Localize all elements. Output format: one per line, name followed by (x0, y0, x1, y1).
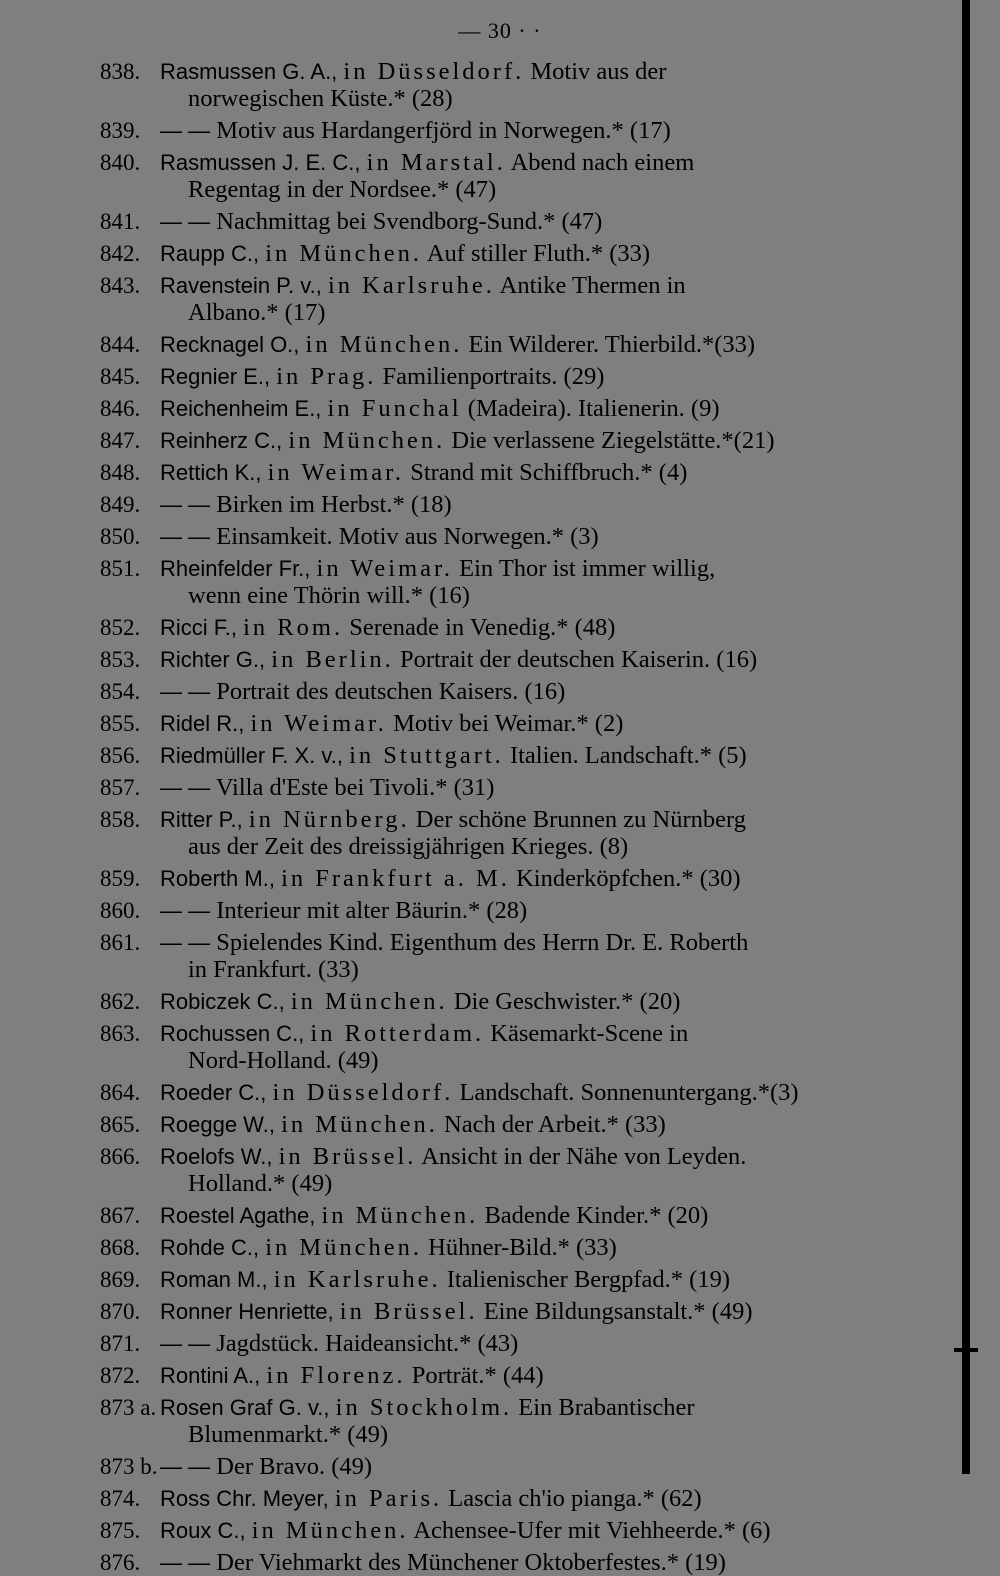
page-edge-tick (954, 1348, 978, 1352)
entry-title: Interieur mit alter Bäurin.* (28) (216, 897, 528, 924)
entry-title: Der Viehmarkt des Münchener Oktoberfestes.* (19) (216, 1549, 726, 1576)
entry-place: in Düsseldorf. (343, 58, 525, 85)
entry-number: 859. (100, 866, 141, 891)
entry-number: 873 b. (100, 1454, 158, 1479)
entry-place: in Karlsruhe. (327, 272, 495, 299)
entry-number: 875. (100, 1518, 141, 1543)
entry-text (160, 1020, 900, 1074)
entry-number: 862. (100, 989, 141, 1014)
entry-title: Ein Wilderer. Thierbild.*(33) (468, 331, 756, 358)
entry-text (160, 678, 900, 705)
entry-title: Jagdstück. Haideansicht.* (43) (216, 1330, 519, 1357)
entry-title: Motiv aus der (530, 58, 667, 85)
entry-number: 854. (100, 679, 141, 704)
entry-place: in Stockholm. (335, 1394, 513, 1421)
entry-artist: Rosen Graf G. v., (160, 1395, 330, 1420)
entry-artist: — — (160, 1550, 211, 1575)
entry-number: 848. (100, 460, 141, 485)
entry-number: 865. (100, 1112, 141, 1137)
entry-number: 839. (100, 118, 141, 143)
entry-title: Strand mit Schiffbruch.* (4) (410, 459, 688, 486)
entry-text (160, 1394, 900, 1448)
entry-text (160, 363, 900, 390)
entry-place: in Weimar. (316, 555, 453, 582)
entry-title: Portrait der deutschen Kaiserin. (16) (399, 646, 758, 673)
entry-artist: Rohde C., (160, 1235, 260, 1260)
entry-text (160, 1234, 900, 1261)
entry-artist: — — (160, 524, 211, 549)
entry-title: Nachmittag bei Svendborg-Sund.* (47) (216, 208, 603, 235)
entry-number: 863. (100, 1021, 141, 1046)
entry-artist: Regnier E., (160, 364, 271, 389)
entry-text (160, 1111, 900, 1138)
entry-title: Portrait des deutschen Kaisers. (16) (216, 678, 566, 705)
entry-place: in Marstal. (366, 149, 506, 176)
entry-text (160, 1266, 900, 1293)
entry-continuation: Regentag in der Nordsee.* (47) (188, 176, 497, 203)
entry-title: Familienportraits. (29) (382, 363, 605, 390)
entry-artist: Ritter P., (160, 807, 243, 832)
entry-title: Käsemarkt-Scene in (490, 1020, 689, 1047)
entry-place: in München. (265, 240, 423, 267)
entry-title: Die Geschwister.* (20) (453, 988, 681, 1015)
entry-artist: — — (160, 930, 211, 955)
entry-title: Ein Brabantischer (518, 1394, 695, 1421)
entry-number: 849. (100, 492, 141, 517)
entry-number: 846. (100, 396, 141, 421)
page-number: — 30 · · (458, 18, 542, 43)
entry-number: 861. (100, 930, 141, 955)
entry-text (160, 149, 900, 203)
page-edge-line (962, 0, 970, 1474)
entry-place: in Prag. (276, 363, 377, 390)
entry-number: 841. (100, 209, 141, 234)
entry-title: Eine Bildungsanstalt.* (49) (483, 1298, 753, 1325)
entry-text (160, 1549, 900, 1576)
entry-number: 855. (100, 711, 141, 736)
entry-title: Einsamkeit. Motiv aus Norwegen.* (3) (216, 523, 599, 550)
entry-text (160, 395, 900, 422)
entry-title: Nach der Arbeit.* (33) (444, 1111, 666, 1138)
entry-place: in Weimar. (250, 710, 387, 737)
entry-place: in Brüssel. (339, 1298, 478, 1325)
entry-number: 847. (100, 428, 141, 453)
entry-title: Landschaft. Sonnenuntergang.*(3) (459, 1079, 799, 1106)
entry-title: Hühner-Bild.* (33) (428, 1234, 617, 1261)
entry-artist: Reinherz C., (160, 428, 283, 453)
entry-place: in München. (288, 427, 446, 454)
entry-number: 874. (100, 1486, 141, 1511)
entry-title: Auf stiller Fluth.* (33) (426, 240, 651, 267)
entry-number: 853. (100, 647, 141, 672)
entry-place: in München. (265, 1234, 423, 1261)
entry-text (160, 459, 900, 486)
entry-place: in Stuttgart. (349, 742, 504, 769)
entry-number: 858. (100, 807, 141, 832)
entry-title: Italien. Landschaft.* (5) (509, 742, 747, 769)
entry-title: Lascia ch'io pianga.* (62) (448, 1485, 702, 1512)
entry-artist: — — (160, 1454, 211, 1479)
entry-text (160, 523, 900, 550)
entry-artist: — — (160, 898, 211, 923)
entry-place: in Rom. (243, 614, 344, 641)
entry-text (160, 1362, 900, 1389)
entry-title: Der schöne Brunnen zu Nürnberg (415, 806, 746, 833)
entry-artist: Raupp C., (160, 241, 260, 266)
entry-text (160, 806, 900, 860)
entry-number: 869. (100, 1267, 141, 1292)
entry-title: Badende Kinder.* (20) (484, 1202, 709, 1229)
entry-place: in Florenz. (266, 1362, 406, 1389)
entry-artist: Roeder C., (160, 1080, 267, 1105)
entry-artist: Rasmussen G. A., (160, 59, 338, 84)
entry-artist: Rheinfelder Fr., (160, 556, 311, 581)
entry-text (160, 1298, 900, 1325)
entry-text (160, 646, 900, 673)
entry-artist: — — (160, 1331, 211, 1356)
entry-number: 857. (100, 775, 141, 800)
entry-place: in Berlin. (271, 646, 394, 673)
entry-number: 866. (100, 1144, 141, 1169)
entry-text (160, 1202, 900, 1229)
entry-text (160, 272, 900, 326)
entry-artist: — — (160, 775, 211, 800)
entry-title: Spielendes Kind. Eigenthum des Herrn Dr. E. Roberth (216, 929, 749, 956)
entry-continuation: wenn eine Thörin will.* (16) (188, 582, 470, 609)
entry-text (160, 1517, 900, 1544)
entry-title: Achensee-Ufer mit Viehheerde.* (6) (413, 1517, 771, 1544)
entry-number: 870. (100, 1299, 141, 1324)
entry-place: in Rotterdam. (310, 1020, 485, 1047)
entry-text (160, 117, 900, 144)
entry-title: Birken im Herbst.* (18) (216, 491, 452, 518)
entry-artist: Roberth M., (160, 866, 275, 891)
entry-artist: Ridel R., (160, 711, 245, 736)
entry-text (160, 1143, 900, 1197)
entry-number: 840. (100, 150, 141, 175)
entry-text (160, 614, 900, 641)
entry-artist: Riedmüller F. X. v., (160, 743, 343, 768)
entry-continuation: norwegischen Küste.* (28) (188, 85, 453, 112)
entry-title: Antike Thermen in (499, 272, 686, 299)
entry-continuation: Albano.* (17) (188, 299, 326, 326)
entry-number: 873 a. (100, 1395, 157, 1420)
entry-text (160, 929, 900, 983)
entry-title: Kinderköpfchen.* (30) (516, 865, 741, 892)
entry-title: Motiv aus Hardangerfjörd in Norwegen.* (17) (216, 117, 671, 144)
entry-place: in Weimar. (267, 459, 405, 486)
entry-number: 852. (100, 615, 141, 640)
entry-artist: Rontini A., (160, 1363, 261, 1388)
entry-artist: Reichenheim E., (160, 396, 322, 421)
entry-text (160, 491, 900, 518)
entry-artist: — — (160, 492, 211, 517)
entry-number: 876. (100, 1550, 141, 1575)
entry-text (160, 1453, 900, 1480)
entry-number: 851. (100, 556, 141, 581)
entry-text (160, 1330, 900, 1357)
entry-number: 838. (100, 59, 141, 84)
entry-title: Die verlassene Ziegelstätte.*(21) (451, 427, 775, 454)
entry-text (160, 742, 900, 769)
entry-artist: Rasmussen J. E. C., (160, 150, 361, 175)
entry-place: in München. (251, 1517, 409, 1544)
entry-continuation: Nord-Holland. (49) (188, 1047, 379, 1074)
entry-number: 844. (100, 332, 141, 357)
entry-continuation: aus der Zeit des dreissigjährigen Krieges. (8) (188, 833, 629, 860)
entry-text (160, 58, 900, 112)
entry-artist: Ross Chr. Meyer, (160, 1486, 329, 1511)
entry-continuation: in Frankfurt. (33) (188, 956, 359, 983)
entry-title: (Madeira). Italienerin. (9) (467, 395, 720, 422)
entry-number: 860. (100, 898, 141, 923)
entry-number: 864. (100, 1080, 141, 1105)
entry-text (160, 897, 900, 924)
entry-number: 856. (100, 743, 141, 768)
entry-number: 871. (100, 1331, 141, 1356)
entry-artist: Recknagel O., (160, 332, 300, 357)
entry-number: 842. (100, 241, 141, 266)
entry-number: 845. (100, 364, 141, 389)
entry-number: 872. (100, 1363, 141, 1388)
entry-place: in München. (305, 331, 463, 358)
entry-place: in Nürnberg. (248, 806, 410, 833)
entry-place: in Funchal (327, 395, 462, 422)
entry-place: in Brüssel. (278, 1143, 417, 1170)
entry-text (160, 710, 900, 737)
entry-title: Abend nach einem (510, 149, 695, 176)
entry-text (160, 988, 900, 1015)
entry-number: 843. (100, 273, 141, 298)
entry-text (160, 240, 900, 267)
entry-number: 868. (100, 1235, 141, 1260)
entry-number: 850. (100, 524, 141, 549)
entry-place: in Frankfurt a. M. (281, 865, 510, 892)
entry-text (160, 208, 900, 235)
entry-artist: Robiczek C., (160, 989, 285, 1014)
entry-title: Der Bravo. (49) (216, 1453, 373, 1480)
entry-text (160, 555, 900, 609)
entry-artist: Ricci F., (160, 615, 237, 640)
entry-place: in München. (281, 1111, 438, 1138)
entry-place: in Düsseldorf. (272, 1079, 454, 1106)
entry-artist: — — (160, 118, 211, 143)
entry-artist: Roelofs W., (160, 1144, 273, 1169)
entry-text (160, 1079, 900, 1106)
entry-text (160, 331, 900, 358)
entry-title: Motiv bei Weimar.* (2) (393, 710, 624, 737)
entry-title: Italienischer Bergpfad.* (19) (446, 1266, 730, 1293)
entry-continuation: Blumenmarkt.* (49) (188, 1421, 389, 1448)
entry-artist: Ravenstein P. v., (160, 273, 322, 298)
entry-artist: Rochussen C., (160, 1021, 305, 1046)
entry-text (160, 865, 900, 892)
entry-title: Serenade in Venedig.* (48) (349, 614, 616, 641)
entry-title: Ansicht in der Nähe von Leyden. (421, 1143, 747, 1170)
entry-place: in Paris. (334, 1485, 443, 1512)
entry-artist: Richter G., (160, 647, 266, 672)
entry-artist: Ronner Henriette, (160, 1299, 334, 1324)
catalog-entry-list (0, 58, 1000, 1576)
entry-text (160, 427, 900, 454)
entry-artist: Roman M., (160, 1267, 268, 1292)
entry-continuation: Holland.* (49) (188, 1170, 333, 1197)
entry-place: in München. (321, 1202, 479, 1229)
entry-artist: Roux C., (160, 1518, 246, 1543)
entry-title: Ein Thor ist immer willig, (459, 555, 716, 582)
entry-place: in München. (290, 988, 448, 1015)
entry-artist: Roegge W., (160, 1112, 275, 1137)
entry-artist: — — (160, 209, 211, 234)
entry-text (160, 774, 900, 801)
entry-artist: — — (160, 679, 211, 704)
entry-artist: Roestel Agathe, (160, 1203, 316, 1228)
entry-place: in Karlsruhe. (273, 1266, 441, 1293)
entry-title: Porträt.* (44) (411, 1362, 544, 1389)
entry-text (160, 1485, 900, 1512)
entry-number: 867. (100, 1203, 141, 1228)
entry-artist: Rettich K., (160, 460, 262, 485)
entry-title: Villa d'Este bei Tivoli.* (31) (215, 774, 495, 801)
